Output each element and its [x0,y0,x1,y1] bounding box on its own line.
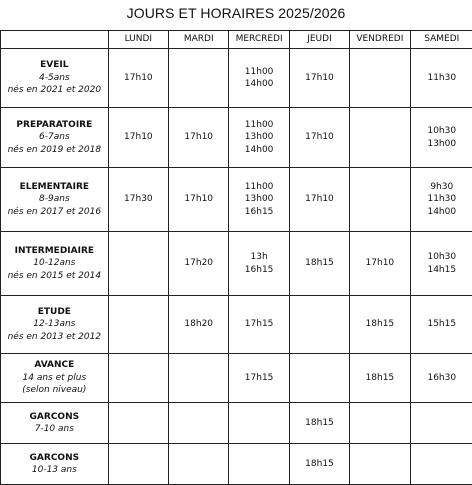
page-title: JOURS ET HORAIRES 2025/2026 [0,5,472,21]
group-birth-years: nés en 2021 et 2020 [1,84,108,97]
group-age: 10-12ans [1,257,108,270]
schedule-cell [169,444,229,485]
day-header: JEUDI [289,31,349,49]
group-cell [1,296,109,354]
class-time: 18h15 [290,417,349,430]
class-time: 11h00 [229,66,288,79]
class-time: 17h10 [109,131,168,144]
group-birth-years: nés en 2017 et 2016 [1,206,108,219]
class-time: 10h30 [411,251,472,264]
class-time: 13h [229,251,288,264]
group-name: EVEIL [1,59,108,72]
day-header: MARDI [169,31,229,49]
class-time: 17h10 [290,131,349,144]
group-name: ETUDE [1,306,108,319]
class-time: 17h10 [290,72,349,85]
class-time: 17h10 [169,193,228,206]
schedule-body [1,49,472,485]
group-birth-years: nés en 2019 et 2018 [1,144,108,157]
group-cell [1,168,109,232]
class-time: 18h20 [169,318,228,331]
class-time: 13h00 [229,131,288,144]
schedule-cell [169,49,229,108]
class-time: 17h10 [350,257,409,270]
class-time: 16h15 [229,264,288,277]
class-time: 11h00 [229,181,288,194]
group-name: PREPARATOIRE [1,119,108,132]
schedule-cell [350,444,410,485]
group-cell [1,444,109,485]
schedule-cell [410,108,472,168]
schedule-cell [410,403,472,444]
schedule-cell [169,168,229,232]
class-time: 13h00 [411,138,472,151]
group-cell [1,108,109,168]
schedule-cell [229,232,289,296]
schedule-cell [350,108,410,168]
schedule-cell [350,232,410,296]
table-row [1,49,472,108]
schedule-cell [410,168,472,232]
class-time: 18h15 [350,372,409,385]
class-time: 17h30 [109,193,168,206]
class-time: 14h00 [229,78,288,91]
schedule-cell [289,232,349,296]
header-row [1,31,472,49]
class-time: 15h15 [411,318,472,331]
schedule-cell [289,354,349,403]
class-time: 9h30 [411,181,472,194]
schedule-cell [229,354,289,403]
schedule-cell [350,354,410,403]
class-time: 17h10 [290,193,349,206]
group-age: 12-13ans [1,318,108,331]
class-time: 16h30 [411,372,472,385]
class-time: 17h15 [229,372,288,385]
schedule-cell [108,232,168,296]
schedule-cell [410,444,472,485]
schedule-cell [289,403,349,444]
group-cell [1,232,109,296]
schedule-cell [410,232,472,296]
schedule-cell [169,232,229,296]
group-age: 7-10 ans [1,423,108,436]
group-name: AVANCE [1,359,108,372]
schedule-cell [229,168,289,232]
table-row [1,108,472,168]
class-time: 14h00 [229,144,288,157]
schedule-cell [169,354,229,403]
schedule-cell [229,108,289,168]
group-name: ELEMENTAIRE [1,181,108,194]
schedule-cell [350,403,410,444]
schedule-cell [229,49,289,108]
table-row [1,403,472,444]
class-time: 18h15 [290,257,349,270]
class-time: 10h30 [411,125,472,138]
schedule-cell [289,108,349,168]
schedule-cell [410,296,472,354]
schedule-cell [229,403,289,444]
class-time: 18h15 [290,458,349,471]
group-cell [1,403,109,444]
schedule-cell [289,444,349,485]
group-age: 4-5ans [1,72,108,85]
group-age: 6-7ans [1,131,108,144]
group-birth-years: nés en 2015 et 2014 [1,270,108,283]
schedule-cell [350,168,410,232]
schedule-cell [289,49,349,108]
schedule-cell [169,296,229,354]
schedule-cell [289,296,349,354]
group-name: GARCONS [1,452,108,465]
schedule-cell [229,444,289,485]
schedule-cell [169,403,229,444]
group-age: 14 ans et plus [1,372,108,385]
schedule-cell [169,108,229,168]
class-time: 16h15 [229,206,288,219]
schedule-cell [108,108,168,168]
group-birth-years: (selon niveau) [1,384,108,397]
class-time: 17h15 [229,318,288,331]
schedule-table [0,30,472,485]
schedule-cell [410,49,472,108]
schedule-cell [108,49,168,108]
schedule-cell [289,168,349,232]
group-age: 10-13 ans [1,464,108,477]
class-time: 13h00 [229,193,288,206]
schedule-cell [410,354,472,403]
group-age: 8-9ans [1,193,108,206]
table-row [1,354,472,403]
schedule-cell [108,296,168,354]
group-name: INTERMEDIAIRE [1,245,108,258]
class-time: 14h00 [411,206,472,219]
schedule-cell [108,354,168,403]
header-corner [1,31,109,49]
class-time: 11h30 [411,72,472,85]
table-row [1,444,472,485]
day-header: MERCREDI [229,31,289,49]
day-header: VENDREDI [350,31,410,49]
class-time: 11h00 [229,119,288,132]
group-name: GARCONS [1,411,108,424]
day-header: SAMEDI [410,31,472,49]
group-birth-years: nés en 2013 et 2012 [1,331,108,344]
schedule-cell [350,49,410,108]
class-time: 17h20 [169,257,228,270]
schedule-cell [350,296,410,354]
day-header: LUNDI [108,31,168,49]
schedule-cell [229,296,289,354]
schedule-cell [108,444,168,485]
group-cell [1,354,109,403]
table-row [1,296,472,354]
class-time: 17h10 [169,131,228,144]
table-row [1,232,472,296]
class-time: 11h30 [411,193,472,206]
group-cell [1,49,109,108]
class-time: 18h15 [350,318,409,331]
schedule-cell [108,403,168,444]
class-time: 17h10 [109,72,168,85]
class-time: 14h15 [411,264,472,277]
table-row [1,168,472,232]
schedule-cell [108,168,168,232]
